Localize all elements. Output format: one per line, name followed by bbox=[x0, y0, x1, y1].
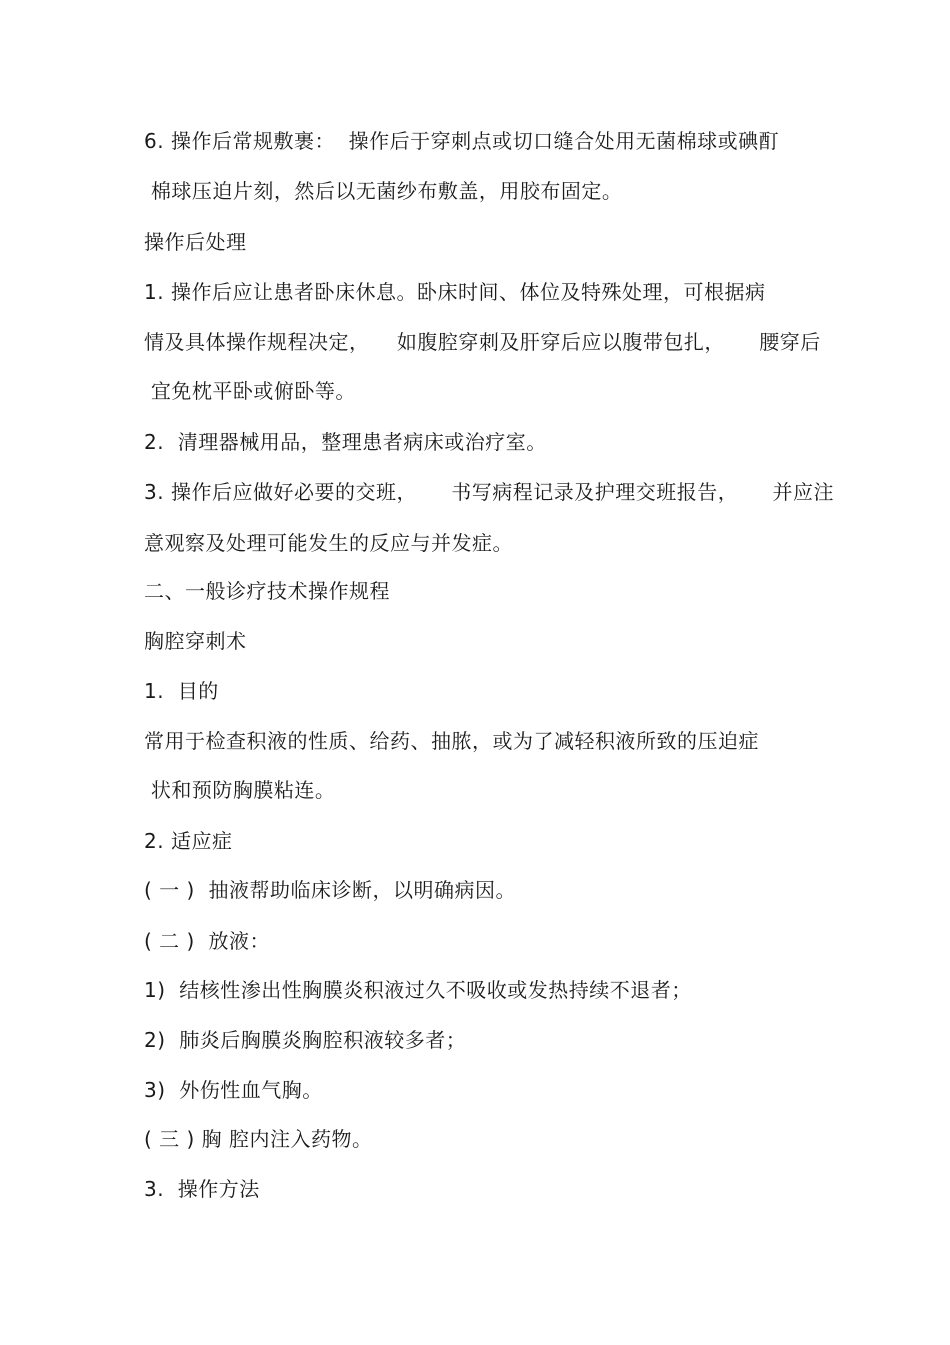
chapter-heading: 二、一般诊疗技术操作规程 bbox=[144, 579, 390, 603]
text-line-1: 6. 操作后常规敷裹： 操作后于穿刺点或切口缝合处用无菌棉球或碘酊 bbox=[144, 129, 780, 153]
text-line-6: 宜免枕平卧或俯卧等。 bbox=[144, 379, 356, 403]
subheading-purpose: 1. 目的 bbox=[144, 679, 219, 703]
text-line-2: 棉球压迫片刻，然后以无菌纱布敷盖，用胶布固定。 bbox=[144, 179, 623, 203]
subheading-indications: 2. 适应症 bbox=[144, 829, 233, 853]
text-line-13: 常用于检查积液的性质、给药、抽脓，或为了减轻积液所致的压迫症 bbox=[144, 729, 759, 753]
text-line-9: 意观察及处理可能发生的反应与并发症。 bbox=[144, 531, 513, 555]
text-line-7: 2. 清理器械用品，整理患者病床或治疗室。 bbox=[144, 430, 547, 454]
text-line-5: 情及具体操作规程决定， 如腹腔穿刺及肝穿后应以腹带包扎， 腰穿后 bbox=[144, 330, 821, 354]
sub-list-item-3: 3) 外伤性血气胸。 bbox=[144, 1078, 323, 1102]
text-line-4: 1. 操作后应让患者卧床休息。卧床时间、体位及特殊处理，可根据病 bbox=[144, 280, 766, 304]
list-item-1: ( 一 ) 抽液帮助临床诊断，以明确病因。 bbox=[144, 878, 517, 902]
sub-list-item-1: 1) 结核性渗出性胸膜炎积液过久不吸收或发热持续不退者； bbox=[144, 978, 692, 1002]
subheading-method: 3. 操作方法 bbox=[144, 1177, 260, 1201]
section-heading-thoracentesis: 胸腔穿刺术 bbox=[144, 629, 247, 653]
text-line-14: 状和预防胸膜粘连。 bbox=[144, 778, 336, 802]
sub-list-item-2: 2) 肺炎后胸膜炎胸腔积液较多者； bbox=[144, 1028, 467, 1052]
list-item-2: ( 二 ) 放液： bbox=[144, 929, 271, 953]
section-heading-post-operation: 操作后处理 bbox=[144, 230, 247, 254]
text-line-8: 3. 操作后应做好必要的交班， 书写病程记录及护理交班报告， 并应注 bbox=[144, 480, 835, 504]
list-item-3: ( 三 ) 胸 腔内注入药物。 bbox=[144, 1127, 373, 1151]
